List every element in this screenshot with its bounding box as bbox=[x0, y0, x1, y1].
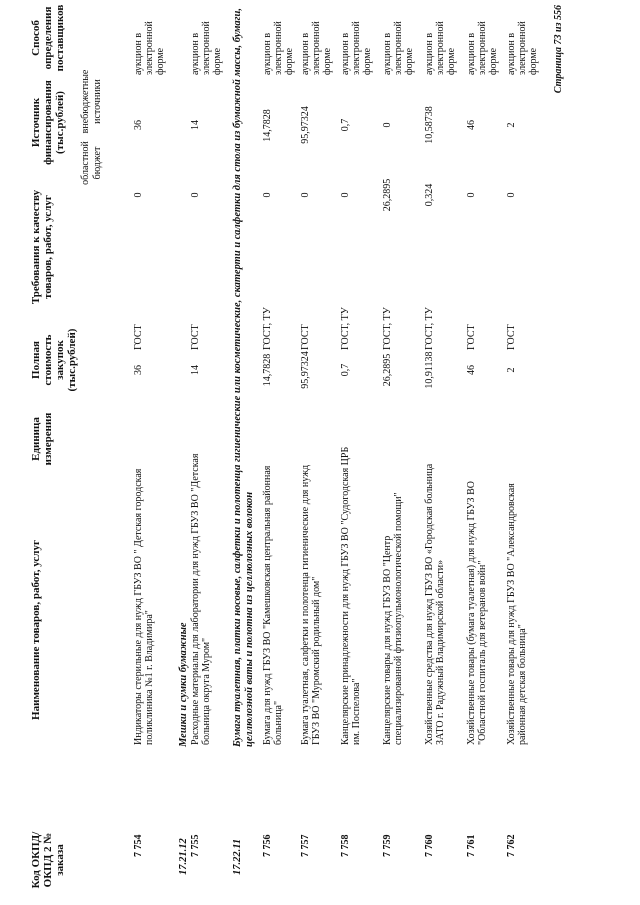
row-budget: 0,324 bbox=[424, 183, 435, 207]
group-code: 17.21.12 bbox=[178, 838, 189, 875]
row-num: 7 756 bbox=[262, 834, 273, 857]
row-budget: 0 bbox=[262, 192, 273, 198]
row-name: Расходные материалы для лаборатории для нужд ГБУЗ ВО "Детская больница округа Муром" bbox=[190, 453, 212, 745]
row-req: ГОСТ bbox=[190, 324, 201, 350]
row-name: Бумага туалетная, салфетки и полотенца гигиенические для нужд ГБУЗ ВО "Муромский родильный дом" bbox=[300, 464, 322, 745]
row-name: Бумага для нужд ГБУЗ ВО "Камешковская центральная районная больница" bbox=[262, 465, 284, 745]
row-extra: 95,97324 bbox=[300, 106, 311, 144]
row-cost: 26,2895 bbox=[382, 353, 393, 387]
row-req: ГОСТ bbox=[506, 324, 517, 350]
row-extra: 36 bbox=[133, 120, 144, 130]
header-budget: областной бюджет bbox=[80, 141, 103, 185]
header-code: Код ОКПД/ ОКПД 2 № заказа bbox=[30, 831, 66, 889]
row-num: 7 758 bbox=[340, 834, 351, 857]
row-method: аукцион в электронной форме bbox=[300, 21, 333, 75]
row-budget: 0 bbox=[190, 192, 201, 198]
row-req: ГОСТ, ТУ bbox=[424, 307, 435, 350]
row-method: аукцион в электронной форме bbox=[466, 21, 499, 75]
row-extra: 46 bbox=[466, 120, 477, 130]
group-title: Мешки и сумки бумажные bbox=[178, 622, 189, 747]
row-method: аукцион в электронной форме bbox=[133, 21, 166, 75]
header-funding: Источник финансирования (тыс.рублей) bbox=[30, 80, 66, 165]
row-req: ГОСТ bbox=[133, 324, 144, 350]
row-name: Хозяйственные средства для нужд ГБУЗ ВО «Городская больница ЗАТО г. Радужный Владимирской области» bbox=[424, 463, 446, 745]
row-req: ГОСТ bbox=[300, 324, 311, 350]
row-num: 7 755 bbox=[190, 834, 201, 857]
row-cost: 14,7828 bbox=[262, 353, 273, 387]
header-name: Наименование товаров, работ, услуг bbox=[30, 540, 42, 720]
row-cost: 46 bbox=[466, 365, 477, 375]
row-budget: 0 bbox=[300, 192, 311, 198]
row-cost: 2 bbox=[506, 367, 517, 373]
row-budget: 26,2895 bbox=[382, 178, 393, 212]
row-extra: 14,7828 bbox=[262, 109, 273, 142]
row-num: 7 761 bbox=[466, 834, 477, 857]
row-num: 7 760 bbox=[424, 834, 435, 857]
row-name: Индикаторы стерильные для нужд ГБУЗ ВО " Детская городская поликлиника №1 г. Владимира" bbox=[133, 468, 155, 745]
row-cost: 0,7 bbox=[340, 363, 351, 377]
row-cost: 14 bbox=[190, 365, 201, 375]
row-method: аукцион в электронной форме bbox=[506, 21, 539, 75]
row-cost: 95,97324 bbox=[300, 351, 311, 389]
row-extra: 14 bbox=[190, 120, 201, 130]
row-num: 7 757 bbox=[300, 834, 311, 857]
row-method: аукцион в электронной форме bbox=[340, 21, 373, 75]
row-extra: 0 bbox=[382, 122, 393, 128]
row-method: аукцион в электронной форме bbox=[382, 21, 415, 75]
row-method: аукцион в электронной форме bbox=[190, 21, 223, 75]
row-name: Канцелярские принадлежности для нужд ГБУЗ ВО "Судогодская ЦРБ им. Поспелова" bbox=[340, 446, 362, 745]
page-number: Страница 73 из 556 bbox=[553, 5, 564, 94]
row-budget: 0 bbox=[133, 192, 144, 198]
row-method: аукцион в электронной форме bbox=[424, 21, 457, 75]
row-name: Канцелярские товары для нужд ГБУЗ ВО "Центр специализированной фтизиопульмонологической помощи" bbox=[382, 492, 404, 745]
row-cost: 36 bbox=[133, 365, 144, 375]
row-name: Хозяйственные товары (бумага туалетная) для нужд ГБУЗ ВО "Областной госпиталь для ветеранов войн" bbox=[466, 481, 488, 745]
row-budget: 0 bbox=[466, 192, 477, 198]
row-req: ГОСТ, ТУ bbox=[340, 307, 351, 350]
group-title: Бумага туалетная, платки носовые, салфетки и полотенца гигиенические или косметические, скатерти и салфетки для стола из бумажной массы, бумаги, целлюлозной ваты и полотна из целлюлозных волокон bbox=[232, 8, 255, 747]
header-extra: внебюджетные источники bbox=[80, 69, 103, 134]
row-num: 7 754 bbox=[133, 834, 144, 857]
row-cost: 10,91138 bbox=[424, 351, 435, 389]
row-budget: 0 bbox=[340, 192, 351, 198]
row-req: ГОСТ, ТУ bbox=[382, 307, 393, 350]
group-code: 17.22.11 bbox=[232, 838, 243, 875]
row-name: Хозяйственные товары для нужд ГБУЗ ВО "Александровская районная детская больница" bbox=[506, 483, 528, 745]
header-method: Способ определения поставщиков bbox=[30, 4, 66, 72]
header-requirements: Требования к качеству товаров, работ, услуг bbox=[30, 189, 54, 305]
row-extra: 10,58738 bbox=[424, 106, 435, 144]
row-extra: 0,7 bbox=[340, 118, 351, 132]
row-extra: 2 bbox=[506, 122, 517, 128]
header-cost: Полная стоимость закупок (тыс.рублей) bbox=[30, 328, 78, 392]
row-method: аукцион в электронной форме bbox=[262, 21, 295, 75]
header-unit: Единица измерения bbox=[30, 412, 54, 466]
row-req: ГОСТ bbox=[466, 324, 477, 350]
row-num: 7 762 bbox=[506, 834, 517, 857]
row-num: 7 759 bbox=[382, 834, 393, 857]
row-req: ГОСТ, ТУ bbox=[262, 307, 273, 350]
row-budget: 0 bbox=[506, 192, 517, 198]
